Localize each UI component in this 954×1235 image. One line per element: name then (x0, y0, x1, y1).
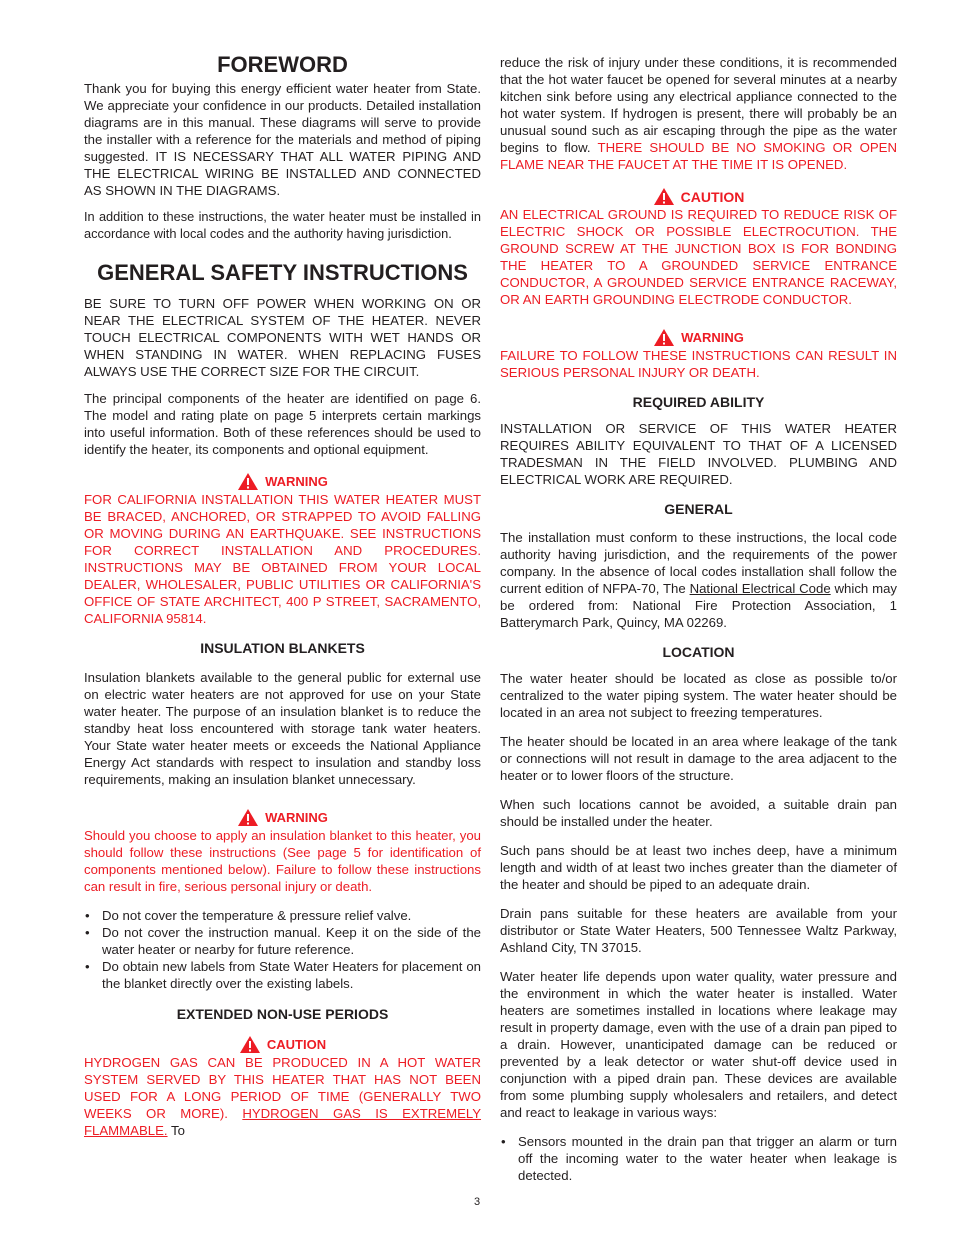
location-paragraph: Such pans should be at least two inches deep, have a minimum length and width of at least two inches greater than the diameter of the heater and should be piped to an adequate drain. (500, 843, 897, 892)
general-paragraph (500, 529, 897, 631)
warning-triangle-icon (653, 187, 675, 206)
caution-label: CAUTION (680, 188, 745, 205)
nec-reference: National Electrical Code (689, 581, 831, 596)
list-item: • Do obtain new labels from State Water Heaters for placement on the blanket directly over the existing labels. (102, 958, 481, 992)
general-text-a: The installation must conform to these instructions, the local code authority having jurisdiction, and the requirements of the power company. In the absence of local codes installation shall follow the current edition of NFPA-70, The (500, 530, 897, 596)
california-warning-text: FOR CALIFORNIA INSTALLATION THIS WATER HEATER MUST BE BRACED, ANCHORED, OR STRAPPED TO AVOID FALLING OR MOVING DURING AN EARTHQUAKE. SEE INSTRUCTIONS FOR CORRECT INSTALLATION AND PROCEDURES. INSTRUCTIONS MAY BE OBTAINED FROM YOUR LOCAL DEALER, WHOLESALER, PUBLIC UTILITIES OR CALIFORNIA'S OFFICE OF STATE ARCHITECT, 400 P STREET, SACRAMENTO, CALIFORNIA 95814. (84, 492, 481, 626)
list-item: • Sensors mounted in the drain pan that trigger an alarm or turn off the incoming water to the water heater when leakage is detected. (518, 1133, 897, 1184)
warning-label: WARNING (681, 329, 744, 345)
location-paragraph: When such locations cannot be avoided, a suitable drain pan should be installed under the heater. (500, 797, 897, 829)
caution-header (84, 1035, 481, 1054)
foreword-title: FOREWORD (217, 52, 348, 77)
location-paragraph: Water heater life depends upon water quality, water pressure and the environment in which the water heater is installed. Water heaters are sometimes installed in locations where leakage may result in property damage, even with the use of a drain pan piped to a drain. However, unanticipated damage can be reduced or prevented by a leak detector or water shut-off device used in conjunction with a piped drain pan. These devices are available from some plumbing supply wholesalers and retailers, and detect and react to leakage in various ways: (500, 969, 897, 1120)
safety-paragraph: The principal components of the heater are identified on page 6. The model and rating plate on page 5 interprets certain markings into useful information. Both of these references should be used to identify the heater, its components and optional equipment. (84, 391, 481, 457)
warning-triangle-icon (239, 1035, 261, 1054)
warning-header (84, 808, 481, 827)
page-number: 3 (473, 1196, 481, 1208)
warning-label: WARNING (265, 809, 328, 825)
ability-title: REQUIRED ABILITY (632, 394, 765, 410)
insulation-bullet-list (84, 907, 481, 992)
general-text-b: which may be ordered from: National Fire Protection Association, 1 Batterymarch Park, Quincy, MA 02269. (500, 581, 898, 630)
right-column (500, 0, 897, 1184)
warning-header (500, 328, 897, 347)
location-paragraph: Drain pans suitable for these heaters are available from your distributor or State Water Heaters, 500 Tennessee Waltz Parkway, Ashland City, TN 37015. (500, 906, 897, 955)
warning-triangle-icon (653, 328, 675, 347)
hydrogen-caution-text (84, 1054, 481, 1139)
location-title: LOCATION (662, 644, 735, 660)
foreword-paragraph: In addition to these instructions, the water heater must be installed in accordance with local codes and the authority having jurisdiction. (84, 209, 481, 241)
safety-title: GENERAL SAFETY INSTRUCTIONS (97, 260, 468, 285)
nonuse-title: EXTENDED NON-USE PERIODS (176, 1006, 389, 1022)
warning-label: WARNING (265, 473, 328, 489)
failure-warning-text: FAILURE TO FOLLOW THESE INSTRUCTIONS CAN RESULT IN SERIOUS PERSONAL INJURY OR DEATH. (500, 348, 897, 380)
warning-triangle-icon (237, 472, 259, 491)
list-item: • Do not cover the instruction manual. Keep it on the side of the water heater or nearby for future reference. (102, 924, 481, 958)
hydrogen-caution-tail: To (170, 1123, 185, 1138)
location-paragraph: The water heater should be located as close as possible to/or centralized to the water piping system. The water heater should be located in an area not subject to freezing temperatures. (500, 671, 897, 720)
insulation-title: INSULATION BLANKETS (200, 640, 365, 656)
hydrogen-caution-main: HYDROGEN GAS CAN BE PRODUCED IN A HOT WATER SYSTEM SERVED BY THIS HEATER THAT HAS NOT BEEN USED FOR A LONG PERIOD OF TIME (GENERALLY TWO WEEKS OR MORE). (84, 1055, 481, 1121)
hydrogen-continued-main: reduce the risk of injury under these conditions, it is recommended that the hot water faucet be opened for several minutes at a nearby kitchen sink before using any electrical appliance connected to the hot water system. If hydrogen is present, there will probably be an unusual sound such as air escaping through the pipe as the water begins to flow. (500, 55, 897, 155)
warning-triangle-icon (237, 808, 259, 827)
general-title: GENERAL (664, 501, 733, 517)
no-smoking-note: THERE SHOULD BE NO SMOKING OR OPEN FLAME NEAR THE FAUCET AT THE TIME IT IS OPENED. (500, 140, 897, 172)
caution-label: CAUTION (266, 1036, 327, 1052)
ground-caution-text: AN ELECTRICAL GROUND IS REQUIRED TO REDUCE RISK OF ELECTRIC SHOCK OR POSSIBLE ELECTROCUTION. THE GROUND SCREW AT THE JUNCTION BOX IS FOR BONDING THE HEATER TO A GROUNDED SERVICE ENTRANCE CONDUCTOR, A GROUNDED SERVICE ENTRANCE RACEWAY, OR AN EARTH GROUNDING ELECTRODE CONDUCTOR. (500, 207, 897, 307)
ability-paragraph: INSTALLATION OR SERVICE OF THIS WATER HEATER REQUIRES ABILITY EQUIVALENT TO THAT OF A LICENSED TRADESMAN IN THE FIELD INVOLVED. PLUMBING AND ELECTRICAL WORK ARE REQUIRED. (500, 421, 897, 487)
insulation-paragraph: Insulation blankets available to the general public for external use on electric water heaters are not approved for use on your State water heater. The purpose of an insulation blanket is to reduce the standby heat loss encountered with storage tank water heaters. Your State water heater meets or exceeds the National Appliance Energy Act standards with respect to insulation and standby loss requirements, making an insulation blanket unnecessary. (84, 670, 481, 787)
foreword-paragraph: Thank you for buying this energy efficient water heater from State. We appreciate your confidence in our products. Detailed installation diagrams are in this manual. These diagrams will serve to provide the installer with a reference for the materials and method of piping suggested. IT IS NECESSARY THAT ALL WATER PIPING AND THE ELECTRICAL WIRING BE INSTALLED AND CONNECTED AS SHOWN IN THE DIAGRAMS. (84, 81, 481, 198)
safety-paragraph: BE SURE TO TURN OFF POWER WHEN WORKING ON OR NEAR THE ELECTRICAL SYSTEM OF THE HEATER. NEVER TOUCH ELECTRICAL COMPONENTS WITH WET HANDS OR WHEN STANDING IN WATER. WHEN REPLACING FUSES ALWAYS USE THE CORRECT SIZE FOR THE CIRCUIT. (84, 296, 481, 379)
hydrogen-flammable-note: HYDROGEN GAS IS EXTREMELY FLAMMABLE. (84, 1106, 482, 1138)
leak-device-list (500, 1133, 897, 1184)
hydrogen-continued-text (500, 54, 897, 173)
caution-header (500, 187, 897, 206)
list-item: • Do not cover the temperature & pressure relief valve. (102, 907, 481, 924)
insulation-warning-text: Should you choose to apply an insulation blanket to this heater, you should follow these instructions (See page 5 for identification of components mentioned below). Failure to follow these instructions can result in fire, serious personal injury or death. (84, 828, 481, 894)
left-column (84, 0, 481, 1139)
warning-header (84, 472, 481, 491)
location-paragraph: The heater should be located in an area where leakage of the tank or connections will not result in damage to the area adjacent to the heater or to lower floors of the structure. (500, 734, 897, 783)
